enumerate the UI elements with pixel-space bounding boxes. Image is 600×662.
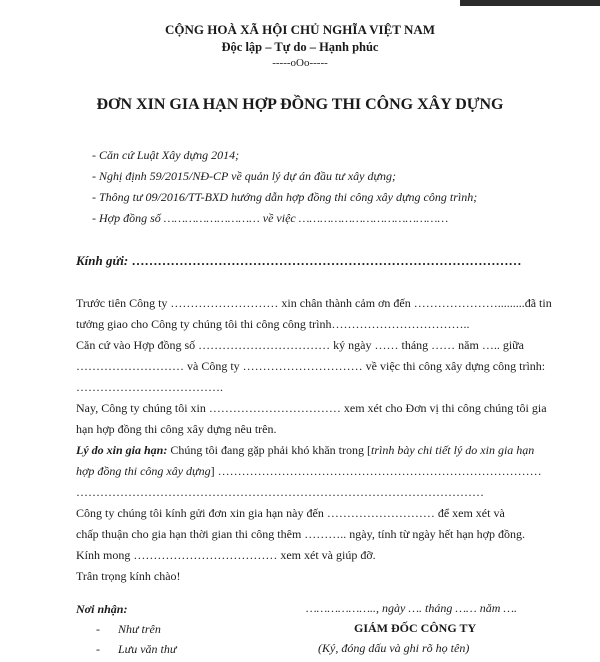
legal-basis-line: - Hợp đồng số ……………………… về việc …………………………………… bbox=[92, 211, 449, 225]
recipients-label: Nơi nhận: bbox=[76, 602, 128, 616]
signer-note: (Ký, đóng dấu và ghi rõ họ tên) bbox=[318, 641, 470, 655]
country-name: CỘNG HOÀ XÃ HỘI CHỦ NGHĨA VIỆT NAM bbox=[164, 22, 436, 37]
legal-basis-line: - Nghị định 59/2015/NĐ-CP về quản lý dự án đầu tư xây dựng; bbox=[92, 169, 397, 183]
header-separator: -----oOo----- bbox=[272, 57, 328, 69]
reason-dots: ] ……………………………………………………………………… bbox=[210, 464, 542, 478]
reason-hint-continued: hợp đồng thi công xây dựng bbox=[76, 464, 211, 478]
recipient-item: - Như trên bbox=[96, 622, 161, 636]
closing-line: chấp thuận cho gia hạn thời gian thi công thêm ……….. ngày, tính từ ngày hết hạn hợp đồng. bbox=[76, 527, 525, 541]
recipient-line bbox=[76, 253, 521, 269]
signer-title: GIÁM ĐỐC CÔNG TY bbox=[354, 621, 477, 635]
body-line: Nay, Công ty chúng tôi xin …………………………… xem xét cho Đơn vị thi công chúng tôi gia bbox=[76, 401, 547, 415]
legal-basis-line: - Căn cứ Luật Xây dựng 2014; bbox=[92, 148, 240, 162]
reason-line bbox=[76, 443, 534, 458]
recipient-dots: ……………………………………………………………………………… bbox=[131, 253, 522, 268]
reason-line-2 bbox=[76, 464, 542, 479]
closing-line: Trân trọng kính chào! bbox=[76, 569, 181, 583]
body-line: Căn cứ vào Hợp đồng số …………………………… ký ngày …… tháng …… năm ….. giữa bbox=[76, 338, 524, 352]
body-line: tưởng giao cho Công ty chúng tôi thi công công trình…………………………….. bbox=[76, 317, 470, 331]
reason-label: Lý do xin gia hạn: bbox=[76, 443, 168, 457]
recipient-item-text: Lưu văn thư bbox=[118, 642, 177, 656]
recipient-item: - Lưu văn thư bbox=[96, 642, 177, 656]
reason-dots-line: ………………………………………………………………………………………… bbox=[76, 485, 484, 499]
body-line: hạn hợp đồng thi công xây dựng nêu trên. bbox=[76, 422, 277, 436]
national-motto: Độc lập – Tự do – Hạnh phúc bbox=[221, 40, 379, 54]
recipient-label: Kính gửi: bbox=[76, 253, 129, 268]
reason-text: Chúng tôi đang gặp phải khó khăn trong [ bbox=[167, 443, 371, 457]
body-line: Trước tiên Công ty ……………………… xin chân thành cảm ơn đến ………………….........đã tin bbox=[76, 296, 552, 310]
reason-hint: trình bày chi tiết lý do xin gia hạn bbox=[370, 443, 535, 457]
closing-line: Kính mong ……………………………… xem xét và giúp đỡ. bbox=[76, 548, 376, 562]
document-title: ĐƠN XIN GIA HẠN HỢP ĐỒNG THI CÔNG XÂY DỰNG bbox=[96, 96, 504, 113]
closing-line: Công ty chúng tôi kính gửi đơn xin gia hạn này đến ……………………… để xem xét và bbox=[76, 506, 505, 520]
body-line: ………………………………. bbox=[76, 380, 223, 394]
body-line: ……………………… và Công ty ………………………… về việc thi công xây dựng công trình: bbox=[76, 359, 546, 373]
recipient-item-text: Như trên bbox=[118, 622, 161, 636]
legal-basis-line: - Thông tư 09/2016/TT-BXD hướng dẫn hợp đồng thi công xây dựng công trình; bbox=[92, 190, 478, 204]
date-line: ……………….., ngày …. tháng …… năm …. bbox=[306, 601, 518, 615]
